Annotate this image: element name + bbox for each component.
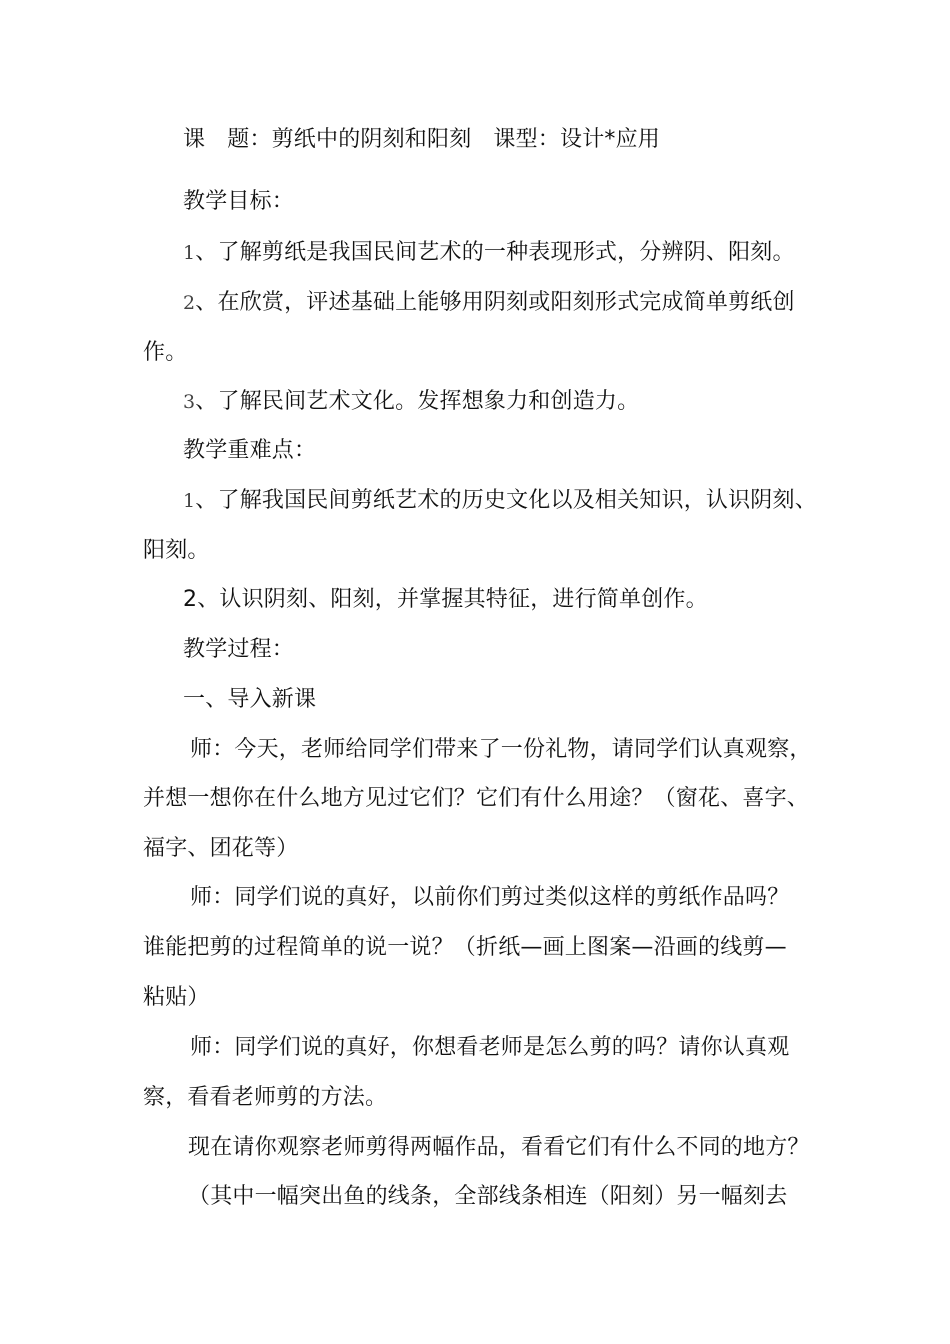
title-line (183, 125, 873, 155)
goal-continuation: 作。 (143, 340, 188, 365)
paragraph-line: （其中一幅突出鱼的线条，全部线条相连（阳刻）另一幅刻去 (188, 1184, 788, 1209)
paragraph-line: 粘贴） (143, 985, 210, 1010)
key-point-number: 1 (183, 490, 196, 512)
paragraph-line: 福字、团花等） (143, 836, 299, 861)
paragraph-line: 谁能把剪的过程简单的说一说？（折纸—画上图案—沿画的线剪— (143, 935, 787, 960)
goal-number: 1 (183, 242, 196, 264)
goals-heading: 教学目标： (183, 189, 295, 214)
key-point-item (183, 486, 873, 516)
key-point-text: 、了解我国民间剪纸艺术的历史文化以及相关知识，认识阴刻、 (195, 488, 817, 513)
section-heading: 一、导入新课 (183, 687, 317, 712)
goal-item (183, 288, 873, 318)
key-point-item: 2、认识阴刻、阳刻，并掌握其特征，进行简单创作。 (183, 587, 708, 612)
goal-number: 2 (183, 292, 196, 314)
goal-number: 3 (183, 391, 196, 413)
paragraph-line: 师：今天，老师给同学们带来了一份礼物，请同学们认真观察， (190, 737, 812, 762)
paragraph-line: 师：同学们说的真好，你想看老师是怎么剪的吗？请你认真观 (190, 1035, 790, 1060)
paragraph-line: 并想一想你在什么地方见过它们？它们有什么用途？（窗花、喜字、 (143, 786, 810, 811)
lesson-type: 课型：设计*应用 (493, 127, 661, 152)
process-heading: 教学过程： (183, 637, 295, 662)
goal-item (183, 238, 873, 268)
title-label-char: 课 (183, 127, 206, 152)
key-point-continuation: 阳刻。 (143, 538, 210, 563)
key-points-heading: 教学重难点： (183, 438, 317, 463)
paragraph-line: 察，看看老师剪的方法。 (143, 1085, 388, 1110)
paragraph-line: 师：同学们说的真好，以前你们剪过类似这样的剪纸作品吗？ (190, 885, 790, 910)
goal-item (183, 387, 873, 417)
lesson-title: 题：剪纸中的阴刻和阳刻 (227, 127, 472, 152)
goal-text: 、了解剪纸是我国民间艺术的一种表现形式，分辨阴、阳刻。 (195, 240, 795, 265)
goal-text: 、在欣赏，评述基础上能够用阴刻或阳刻形式完成简单剪纸创 (195, 290, 795, 315)
goal-text: 、了解民间艺术文化。发挥想象力和创造力。 (195, 389, 640, 414)
paragraph-line: 现在请你观察老师剪得两幅作品，看看它们有什么不同的地方？ (188, 1135, 810, 1160)
